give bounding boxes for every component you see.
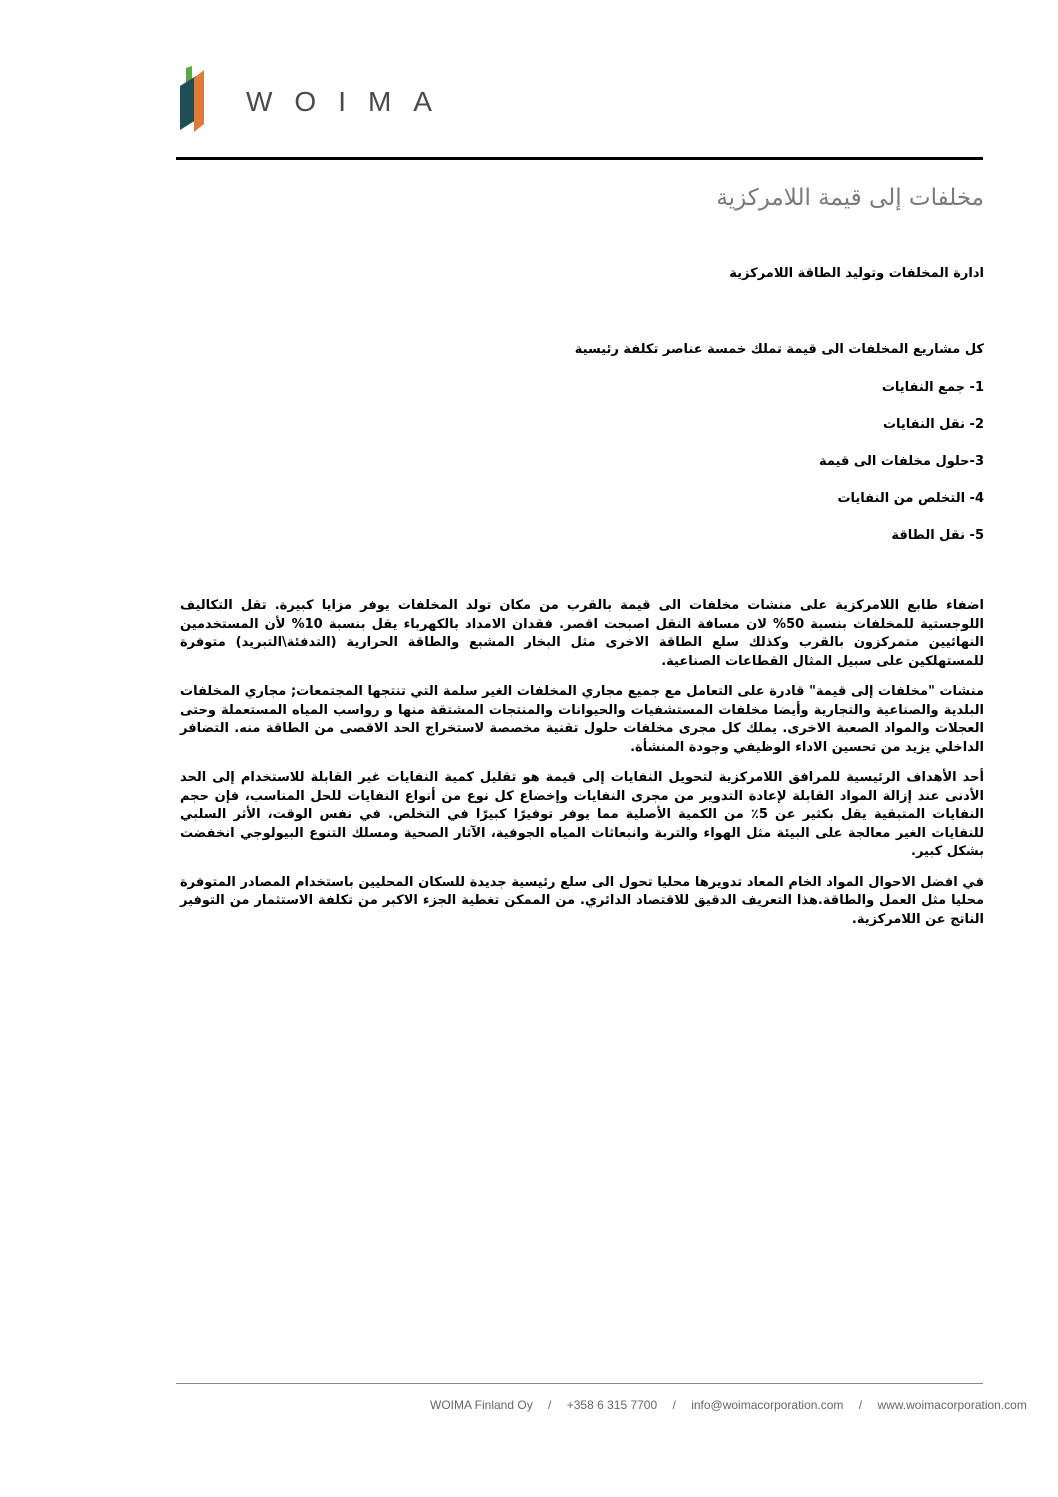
footer-phone: +358 6 315 7700 xyxy=(566,1398,658,1412)
document-body xyxy=(180,597,984,941)
header-rule xyxy=(176,157,983,160)
document-subtitle: ادارة المخلفات وتوليد الطاقة اللامركزية xyxy=(729,266,984,281)
paragraph: منشات "مخلفات إلى قيمة" قادرة على التعامل مع جميع مجاري المخلفات الغير سلمة التي تنتجها المجتمعات; مجاري المخلفات البلدية والصناعية والتجارية وأيضا مخلفات المستشفيات والحيوانات والمنتجات المشتقة منها و رواسب المياه المستعملة وحتى العجلات والمواد الصعبة الاخرى. يملك كل مجرى مخلفات حلول تقنية مخصصة لاستخراج الحد الاقصى من الطاقة منه. التضافر الداخلي يزيد من تحسين الاداء الوظيفي وجودة المنشأة. xyxy=(180,684,984,755)
footer-website-link[interactable]: www.woimacorporation.com xyxy=(877,1398,1027,1412)
woima-logo-mark-icon xyxy=(178,66,212,132)
footer-separator: / xyxy=(858,1398,863,1412)
footer-separator: / xyxy=(548,1398,552,1412)
paragraph: اضفاء طابع اللامركزية على منشات مخلفات الى قيمة بالقرب من مكان تولد المخلفات يوفر مزايا كبيرة. تقل التكاليف اللوجستية للمخلفات بنسبة 50% لان مسافة النقل اصبحت اقصر. فقدان الامداد بالكهرباء يقل بنسبة 10% لأن المستخدمين النهائيين متمركزون بالقرب وكذلك سلع الطاقة الاخرى مثل البخار المشبع والطاقة الحرارية (التدفئة\التبريد) متوفرة للمستهلكين على سبيل المثال القطاعات الصناعية. xyxy=(180,598,984,669)
list-item: 2- نقل النفايات xyxy=(882,417,984,432)
cost-elements-list xyxy=(819,378,984,563)
document-title: مخلفات إلى قيمة اللامركزية xyxy=(716,185,984,211)
intro-text: كل مشاريع المخلفات الى قيمة تملك خمسة عناصر تكلفة رئيسية xyxy=(574,342,984,357)
woima-logo xyxy=(178,66,454,136)
footer-email-link[interactable]: info@woimacorporation.com xyxy=(691,1398,844,1412)
paragraph: في افضل الاحوال المواد الخام المعاد تدويرها محليا تحول الى سلع رئيسية جديدة للسكان المحليين باستخدام المصادر المتوفرة محليا مثل العمل والطاقة.هذا التعريف الدقيق للاقتصاد الدائري. من الممكن تغطية الجزء الاكبر من تكلفة الاستثمار من التوفير الناتج عن اللامركزية. xyxy=(180,874,984,927)
list-item: 5- نقل الطاقة xyxy=(891,528,984,543)
footer-rule xyxy=(176,1383,983,1384)
list-item: 1- جمع النفايات xyxy=(881,380,984,395)
paragraph: أحد الأهداف الرئيسية للمرافق اللامركزية لتحويل النفايات إلى قيمة هو تقليل كمية النفايات غير القابلة للاستخدام إلى الحد الأدنى عند إزالة المواد القابلة لإعادة التدوير من مجرى النفايات وإخضاع كل نوع من أنواع النفايات للحل المناسب، فإن حجم النفايات المتبقية يقل بكثير عن 5٪ من الكمية الأصلية مما يوفر توفيرًا كبيرًا في التخلص. في نفس الوقت، الأثر السلبي للنفايات الغير معالجة على البيئة مثل الهواء والتربة وانبعاثات المياه الجوفية، الآثار الصحية ومسلك التنوع البيولوجي انخفضت بشكل كبير. xyxy=(180,770,984,859)
footer-separator: / xyxy=(672,1398,676,1412)
footer-company: WOIMA Finland Oy xyxy=(430,1398,533,1412)
woima-logo-wordmark: WOIMA xyxy=(246,86,454,117)
list-item: 3-حلول مخلفات الى قيمة xyxy=(818,454,984,469)
footer xyxy=(430,1398,1027,1412)
list-item: 4- التخلص من النفايات xyxy=(837,491,984,506)
